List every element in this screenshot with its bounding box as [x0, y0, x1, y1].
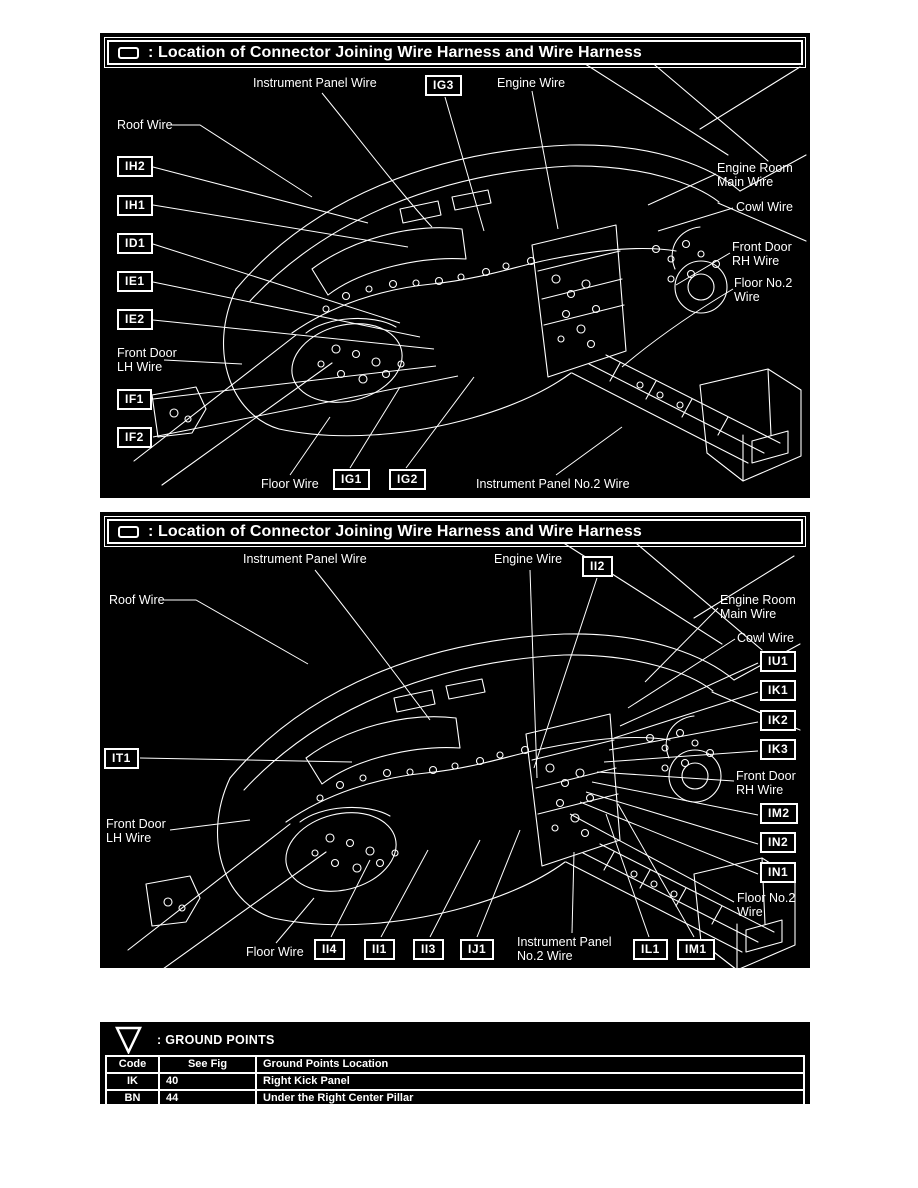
label-floor-no2-wire: Floor No.2 Wire [734, 276, 793, 304]
label-cowl-wire: Cowl Wire [736, 200, 793, 214]
wiring-diagram-art-1 [100, 33, 810, 498]
label-front-door-lh-wire: Front Door LH Wire [106, 817, 166, 845]
label-roof-wire: Roof Wire [117, 118, 173, 132]
connector-box-icon [118, 526, 139, 538]
connector-code-ii2: II2 [582, 556, 613, 577]
panel1-header [104, 37, 806, 68]
label-engine-room-main-wire: Engine Room Main Wire [717, 161, 793, 189]
ground-points-table [105, 1055, 805, 1104]
connector-code-in1: IN1 [760, 862, 796, 883]
connector-code-ii1: II1 [364, 939, 395, 960]
label-engine-wire: Engine Wire [494, 552, 563, 566]
ground-points-title: : GROUND POINTS [157, 1033, 275, 1047]
table-row [107, 1089, 803, 1104]
ground-points-panel [100, 1022, 810, 1104]
connector-code-id1: ID1 [117, 233, 153, 254]
connector-box-icon [118, 47, 139, 59]
connector-code-ig1: IG1 [333, 469, 370, 490]
label-front-door-rh-wire: Front Door RH Wire [736, 769, 796, 797]
connector-code-it1: IT1 [104, 748, 139, 769]
connector-code-ie1: IE1 [117, 271, 153, 292]
label-instrument-panel-no2-wire: Instrument Panel No.2 Wire [476, 477, 630, 491]
connector-code-il1: IL1 [633, 939, 668, 960]
label-floor-wire: Floor Wire [246, 945, 304, 959]
connector-code-ig2: IG2 [389, 469, 426, 490]
label-floor-wire: Floor Wire [261, 477, 319, 491]
connector-code-im2: IM2 [760, 803, 798, 824]
label-front-door-rh-wire: Front Door RH Wire [732, 240, 792, 268]
label-front-door-lh-wire: Front Door LH Wire [117, 346, 177, 374]
table-row [107, 1072, 803, 1089]
table-header-row [107, 1057, 803, 1072]
connector-code-ii3: II3 [413, 939, 444, 960]
connector-code-ih2: IH2 [117, 156, 153, 177]
panel2-title: : Location of Connector Joining Wire Harness and Wire Harness [148, 522, 642, 540]
label-engine-wire: Engine Wire [497, 76, 566, 90]
header-see-fig: See Fig [160, 1057, 257, 1072]
cell-code: IK [107, 1074, 160, 1089]
connector-location-panel-1 [100, 33, 810, 498]
label-instrument-panel-wire: Instrument Panel Wire [243, 552, 367, 566]
header-location: Ground Points Location [263, 1058, 389, 1070]
connector-code-if1: IF1 [117, 389, 152, 410]
connector-code-ij1: IJ1 [460, 939, 494, 960]
cell-see-fig: 44 [160, 1091, 257, 1104]
label-engine-room-main-wire: Engine Room Main Wire [720, 593, 796, 621]
cell-location: Under the Right Center Pillar [263, 1092, 414, 1104]
label-roof-wire: Roof Wire [109, 593, 165, 607]
cell-code: BN [107, 1091, 160, 1104]
label-cowl-wire: Cowl Wire [737, 631, 794, 645]
ground-triangle-icon [115, 1026, 142, 1054]
connector-code-ik3: IK3 [760, 739, 796, 760]
connector-code-ih1: IH1 [117, 195, 153, 216]
connector-location-panel-2 [100, 512, 810, 968]
cell-see-fig: 40 [160, 1074, 257, 1089]
connector-code-iu1: IU1 [760, 651, 796, 672]
cell-location: Right Kick Panel [263, 1075, 350, 1087]
wiring-diagram-art-2 [100, 512, 810, 968]
connector-code-if2: IF2 [117, 427, 152, 448]
connector-code-im1: IM1 [677, 939, 715, 960]
label-instrument-panel-no2-wire: Instrument Panel No.2 Wire [517, 935, 612, 963]
connector-code-ii4: II4 [314, 939, 345, 960]
connector-code-ik2: IK2 [760, 710, 796, 731]
connector-code-ik1: IK1 [760, 680, 796, 701]
header-code: Code [107, 1057, 160, 1072]
panel2-header [104, 516, 806, 547]
label-floor-no2-wire: Floor No.2 Wire [737, 891, 796, 919]
ground-points-header [115, 1026, 275, 1054]
connector-code-in2: IN2 [760, 832, 796, 853]
label-instrument-panel-wire: Instrument Panel Wire [253, 76, 377, 90]
connector-code-ie2: IE2 [117, 309, 153, 330]
connector-code-ig3: IG3 [425, 75, 462, 96]
panel1-title: : Location of Connector Joining Wire Harness and Wire Harness [148, 43, 642, 61]
